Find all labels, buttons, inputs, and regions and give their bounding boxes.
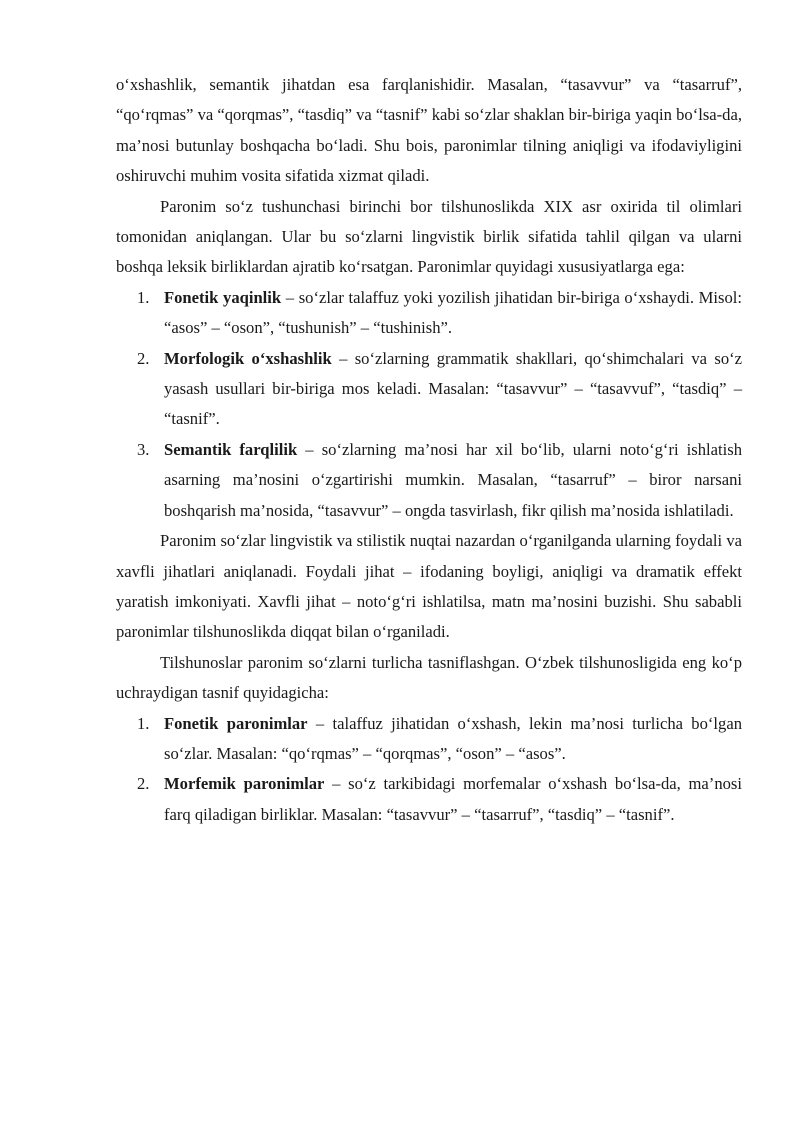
list-item <box>116 344 742 435</box>
list-number: 2. <box>137 348 150 368</box>
paragraph-3: Paronim so‘zlar lingvistik va stilistik nuqtai nazardan o‘rganilganda ularning foydali va xavfli jihatlari aniqlanadi. Foydali jihat – ifodaning boyligi, aniqligi va dramatik effekt yaratish imkoniyati. Xavfli jihat – noto‘g‘ri ishlatilsa, matn ma’nosini buzishi. Shu sababli paronimlar tilshunoslikda diqqat bilan o‘rganiladi. <box>116 531 742 642</box>
list-number: 3. <box>137 439 150 459</box>
paragraph-2: Paronim so‘z tushunchasi birinchi bor tilshunoslikda XIX asr oxirida til olimlari tomonidan aniqlangan. Ular bu so‘zlarni lingvistik birlik sifatida tahlil qilgan va ularni boshqa leksik birliklardan ajratib ko‘rsatgan. Paronimlar quyidagi xususiyatlarga ega: <box>116 196 742 277</box>
list-item <box>116 769 742 830</box>
paragraph-4: Tilshunoslar paronim so‘zlarni turlicha tasniflashgan. O‘zbek tilshunosligida eng ko‘p uchraydigan tasnif quyidagicha: <box>116 652 742 703</box>
list-text: – so‘zlar talaffuz yoki yozilish jihatidan bir-biriga o‘xshaydi. Misol: “asos” – “oson”, “tushunish” – “tushinish”. <box>164 287 743 338</box>
list-text: – so‘z tarkibidagi morfemalar o‘xshash bo‘lsa-da, ma’nosi farq qiladigan birliklar. Masalan: “tasavvur” – “tasarruf”, “tasdiq” – “tasnif”. <box>164 774 742 824</box>
list-text: – so‘zlarning ma’nosi har xil bo‘lib, ularni noto‘g‘ri ishlatish asarning ma’nosini o‘zgartirishi mumkin. Masalan, “tasarruf” – biror narsani boshqarish ma’nosida, “tasavvur” – ongda tasvirlash, fikr qilish ma’nosida ishlatiladi. <box>164 439 742 520</box>
list-item <box>116 709 742 770</box>
classification-list <box>116 709 742 831</box>
list-item <box>116 283 742 344</box>
list-number: 2. <box>137 774 150 794</box>
list-term: Fonetik yaqinlik <box>164 287 282 307</box>
list-term: Morfologik o‘xshashlik <box>164 348 332 368</box>
list-item <box>116 435 742 526</box>
list-number: 1. <box>137 713 150 733</box>
paragraph-1: o‘xshashlik, semantik jihatdan esa farqlanishidir. Masalan, “tasavvur” va “tasarruf”, “qo‘rqmas” va “qorqmas”, “tasdiq” va “tasnif” kabi so‘zlar shaklan bir-biriga yaqin bo‘lsa-da, ma’nosi butunlay boshqacha bo‘ladi. Shu bois, paronimlar tilning aniqligi va ifodaviyligini oshiruvchi muhim vosita sifatida xizmat qiladi. <box>116 75 742 186</box>
properties-list <box>116 283 742 526</box>
list-term: Morfemik paronimlar <box>164 774 325 794</box>
list-text: – talaffuz jihatidan o‘xshash, lekin ma’nosi turlicha bo‘lgan so‘zlar. Masalan: “qo‘rqmas” – “qorqmas”, “oson” – “asos”. <box>164 713 742 763</box>
list-term: Fonetik paronimlar <box>164 713 308 733</box>
document-page <box>116 70 742 830</box>
list-number: 1. <box>137 287 150 307</box>
list-text: – so‘zlarning grammatik shakllari, qo‘shimchalari va so‘z yasash usullari bir-biriga mos keladi. Masalan: “tasavvur” – “tasavvuf”, “tasdiq” – “tasnif”. <box>164 348 743 429</box>
list-term: Semantik farqlilik <box>164 439 298 459</box>
